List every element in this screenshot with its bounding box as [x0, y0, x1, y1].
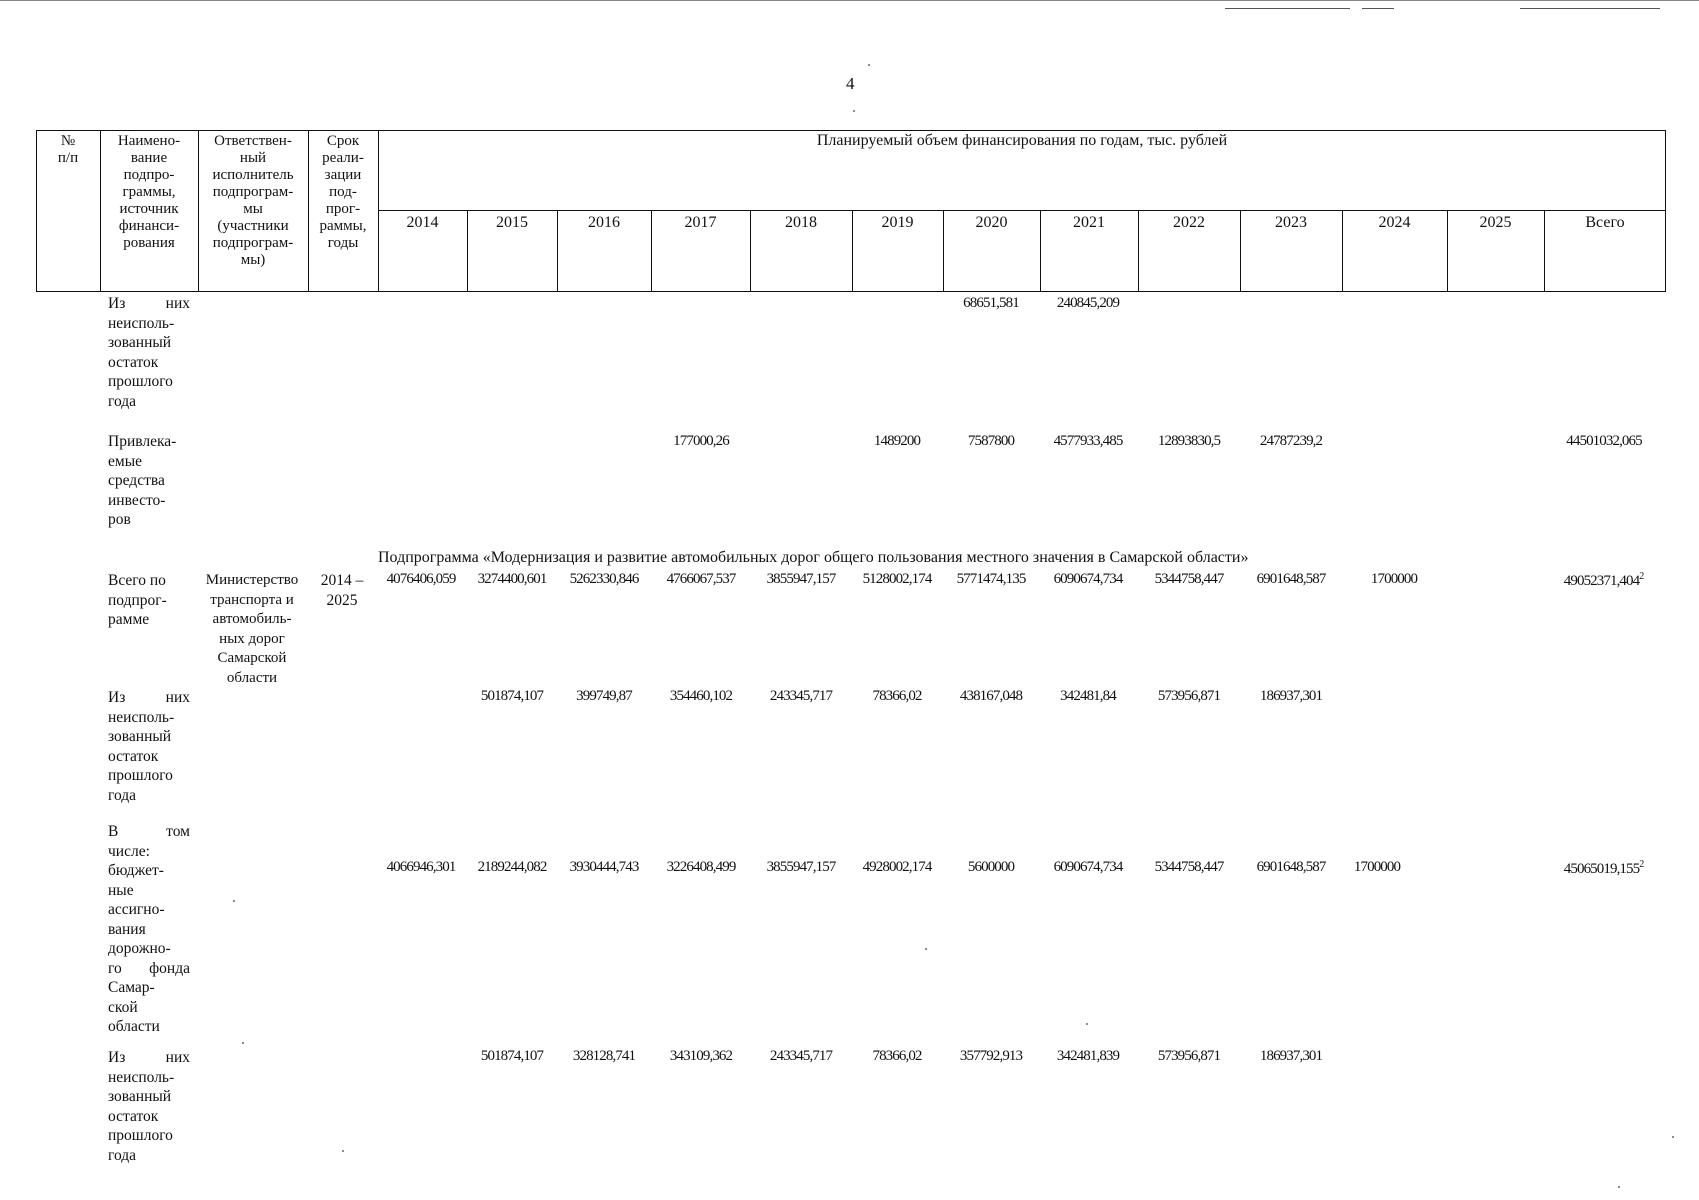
- header-col-executor: Ответствен- ный исполнитель подпрограм- мы (участники подпрограм- мы): [212, 133, 294, 268]
- scan-artifact: [1362, 8, 1394, 9]
- implementation-term: 2014 – 2025: [320, 572, 364, 609]
- cell-value: 5128002,174: [862, 571, 932, 587]
- cell-value: 7587800: [967, 433, 1015, 449]
- cell-value: 240845,209: [1056, 295, 1120, 311]
- cell-value: 5262330,846: [569, 571, 639, 587]
- row-label-unused-remainder: Из них неисполь- зованный остаток прошлого года: [108, 689, 190, 804]
- cell-value: 24787239,2: [1259, 433, 1323, 449]
- cell-value: 501874,107: [480, 1048, 544, 1064]
- cell-value: 5344758,447: [1154, 571, 1224, 587]
- page-number: 4: [846, 74, 855, 93]
- scan-artifact: [1225, 8, 1350, 9]
- cell-value: 186937,301: [1259, 1048, 1323, 1064]
- header-year-2018: 2018: [785, 214, 817, 231]
- header-year-2019: 2019: [881, 214, 914, 231]
- cell-value: 6090674,734: [1053, 571, 1123, 587]
- scan-speck: [242, 1042, 244, 1044]
- header-year-2017: 2017: [684, 214, 717, 231]
- scan-speck: [925, 948, 927, 950]
- scan-speck: [853, 110, 855, 112]
- header-year-2025: 2025: [1479, 214, 1512, 231]
- scan-speck: [1086, 1023, 1088, 1025]
- cell-value: 343109,362: [669, 1048, 733, 1064]
- cell-value: 4066946,301: [386, 859, 456, 875]
- cell-value: 243345,717: [769, 1048, 833, 1064]
- header-col-term: Срок реали- зации под- прог- раммы, годы: [319, 133, 367, 251]
- row-label-unused-remainder: Из них неисполь- зованный остаток прошлого года: [108, 1049, 190, 1164]
- cell-value: 3226408,499: [666, 859, 736, 875]
- cell-value: 78366,02: [872, 688, 922, 704]
- subprogram-title: Подпрограмма «Модернизация и развитие автомобильных дорог общего пользования местного значения в Самарской области»: [378, 549, 1249, 566]
- cell-value: 4076406,059: [386, 571, 456, 587]
- cell-value: 1489200: [873, 433, 921, 449]
- header-divider: [378, 210, 1666, 211]
- scan-artifact: [1520, 8, 1660, 9]
- cell-value: 5600000: [967, 859, 1015, 875]
- cell-value: 6901648,587: [1256, 571, 1326, 587]
- header-col-no: № п/п: [57, 133, 79, 166]
- cell-value: 3855947,157: [766, 571, 836, 587]
- row-label-unused-remainder: Из них неисполь- зованный остаток прошлого года: [108, 295, 190, 410]
- header-year-2015: 2015: [496, 214, 528, 231]
- scan-speck: [342, 1150, 344, 1152]
- header-year-2020: 2020: [975, 214, 1008, 231]
- cell-value: 1700000: [1370, 571, 1418, 587]
- cell-value: 573956,871: [1157, 1048, 1221, 1064]
- row-label-budget-allocations: В том числе: бюджет- ные ассигно- вания дорожно- го фонда Самар- ской области: [108, 823, 190, 1035]
- cell-value: 243345,717: [769, 688, 833, 704]
- cell-value: 3930444,743: [569, 859, 639, 875]
- header-year-2023: 2023: [1275, 214, 1307, 231]
- cell-value: 4577933,485: [1053, 433, 1123, 449]
- scan-top-border: [0, 0, 1699, 1]
- scan-speck: [868, 64, 870, 66]
- cell-value: 4928002,174: [862, 859, 932, 875]
- responsible-executor: Министерство транспорта и автомобиль- ных дорог Самарской области: [205, 572, 299, 686]
- cell-value-total: 49052371,404$^2$: [1563, 571, 1645, 589]
- cell-value: 4766067,537: [666, 571, 736, 587]
- header-year-2022: 2022: [1173, 214, 1205, 231]
- cell-value: 186937,301: [1259, 688, 1323, 704]
- cell-value: 357792,913: [959, 1048, 1023, 1064]
- cell-value: 5771474,135: [956, 571, 1026, 587]
- cell-value: 438167,048: [959, 688, 1023, 704]
- row-label-investors: Привлека- емые средства инвесто- ров: [108, 433, 177, 528]
- cell-value: 177000,26: [673, 433, 729, 449]
- row-label-subprogram-total: Всего по подпрог- рамме: [108, 572, 167, 628]
- header-col-name: Наимено- вание подпро- граммы, источник финанси- рования: [117, 133, 181, 251]
- cell-value: 501874,107: [480, 688, 544, 704]
- cell-value: 573956,871: [1157, 688, 1221, 704]
- cell-value: 342481,839: [1056, 1048, 1120, 1064]
- cell-value: 12893830,5: [1157, 433, 1221, 449]
- scan-speck: [1672, 1136, 1674, 1138]
- cell-value: 5344758,447: [1154, 859, 1224, 875]
- cell-value-total: 44501032,065: [1566, 433, 1642, 449]
- cell-value: 68651,581: [963, 295, 1019, 311]
- cell-value-total: 45065019,155$^2$: [1563, 859, 1645, 877]
- scan-speck: [1618, 1186, 1620, 1188]
- header-year-2014: 2014: [406, 214, 439, 231]
- header-year-total: Всего: [1585, 214, 1625, 231]
- header-year-2024: 2024: [1378, 214, 1411, 231]
- cell-value: 399749,87: [576, 688, 632, 704]
- cell-value: 6090674,734: [1053, 859, 1123, 875]
- header-year-2016: 2016: [588, 214, 620, 231]
- cell-value: 3274400,601: [477, 571, 547, 587]
- cell-value: 328128,741: [572, 1048, 636, 1064]
- cell-value: 2189244,082: [477, 859, 547, 875]
- cell-value: 6901648,587: [1256, 859, 1326, 875]
- cell-value: 3855947,157: [766, 859, 836, 875]
- header-plan-title: Планируемый объем финансирования по годам, тыс. рублей: [816, 132, 1228, 149]
- cell-value: 78366,02: [872, 1048, 922, 1064]
- header-divider: [378, 130, 379, 292]
- cell-value: 1700000: [1353, 859, 1401, 875]
- cell-value: 342481,84: [1060, 688, 1116, 704]
- header-year-2021: 2021: [1073, 214, 1105, 231]
- cell-value: 354460,102: [669, 688, 733, 704]
- scan-speck: [233, 900, 235, 902]
